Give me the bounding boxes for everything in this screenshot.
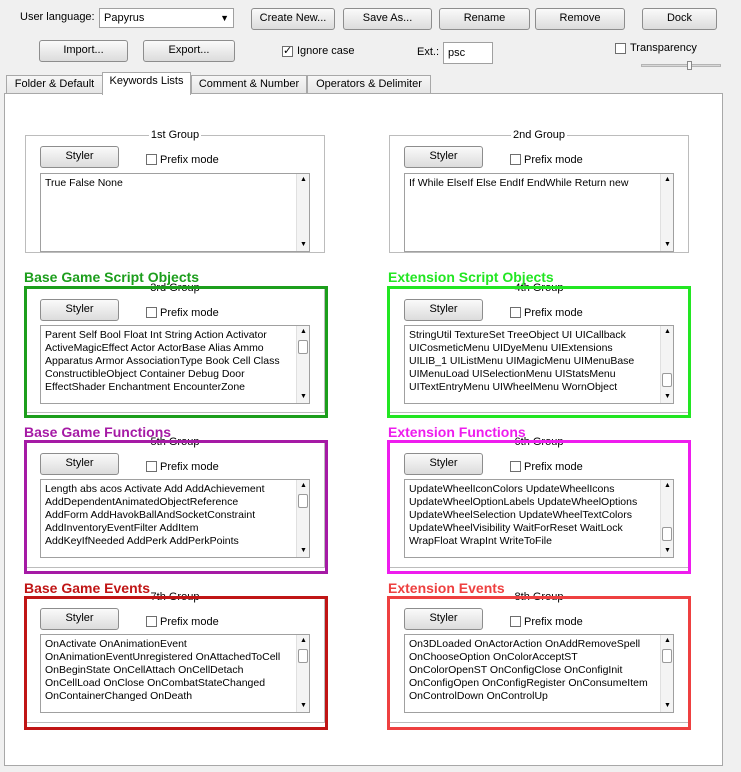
scroll-down-icon[interactable]: ▼ bbox=[664, 702, 671, 709]
keyword-line: UILIB_1 UIListMenu UIMagicMenu UIMenuBase bbox=[409, 355, 635, 367]
annotation-label-ext-events: Extension Events bbox=[388, 580, 505, 596]
tab-operators-delimiter[interactable]: Operators & Delimiter bbox=[307, 75, 431, 94]
prefix-mode-label: Prefix mode bbox=[524, 461, 583, 473]
keyword-line: UITextEntryMenu UIWheelMenu WornObject bbox=[409, 381, 618, 393]
export-button[interactable]: Export... bbox=[143, 40, 235, 62]
group-title-text: 8th Group bbox=[514, 591, 564, 603]
keyword-line: AddKeyIfNeeded AddPerk AddPerkPoints bbox=[45, 535, 239, 547]
create-new-button[interactable]: Create New... bbox=[251, 8, 335, 30]
scroll-up-icon[interactable]: ▲ bbox=[300, 328, 307, 335]
group-title-text: 5th Group bbox=[150, 436, 200, 448]
keyword-line: OnChooseOption OnColorAcceptST bbox=[409, 651, 578, 663]
keyword-line: OnControlDown OnControlUp bbox=[409, 690, 548, 702]
language-select[interactable] bbox=[99, 8, 234, 28]
save-as-button[interactable]: Save As... bbox=[343, 8, 432, 30]
keyword-line: WrapFloat WrapInt WriteToFile bbox=[409, 535, 552, 547]
prefix-mode-label: Prefix mode bbox=[160, 461, 219, 473]
prefix-mode-label: Prefix mode bbox=[524, 154, 583, 166]
keyword-line: OnColorOpenST OnConfigClose OnConfigInit bbox=[409, 664, 623, 676]
styler-button[interactable]: Styler bbox=[404, 146, 483, 168]
scroll-down-icon[interactable]: ▼ bbox=[300, 393, 307, 400]
keyword-line: OnAnimationEventUnregistered OnAttachedToCell bbox=[45, 651, 281, 663]
keyword-list-text bbox=[409, 177, 657, 190]
prefix-mode-label: Prefix mode bbox=[160, 307, 219, 319]
annotation-label-ext-functions: Extension Functions bbox=[388, 424, 526, 440]
prefix-mode-label: Prefix mode bbox=[524, 616, 583, 628]
group-title-text: 3rd Group bbox=[150, 282, 200, 294]
keyword-group bbox=[389, 282, 689, 413]
styler-button[interactable]: Styler bbox=[40, 453, 119, 475]
keyword-list-text bbox=[45, 483, 293, 548]
styler-button[interactable]: Styler bbox=[404, 299, 483, 321]
scroll-up-icon[interactable]: ▲ bbox=[664, 482, 671, 489]
keyword-line: AddInventoryEventFilter AddItem bbox=[45, 522, 199, 534]
keyword-line: AddDependentAnimatedObjectReference bbox=[45, 496, 239, 508]
scroll-up-icon[interactable]: ▲ bbox=[664, 637, 671, 644]
keyword-line: OnConfigOpen OnConfigRegister OnConsumeItem bbox=[409, 677, 648, 689]
keyword-line: EffectShader Enchantment EncounterZone bbox=[45, 381, 246, 393]
keyword-line: Length abs acos Activate Add AddAchievement bbox=[45, 483, 265, 495]
prefix-mode-checkbox[interactable] bbox=[146, 461, 157, 472]
group-title-text: 7th Group bbox=[150, 591, 200, 603]
group-title-text: 1st Group bbox=[150, 129, 200, 141]
keyword-line: True False None bbox=[45, 177, 123, 189]
scrollbar-thumb[interactable] bbox=[662, 649, 672, 663]
prefix-mode-checkbox[interactable] bbox=[510, 616, 521, 627]
prefix-mode-checkbox[interactable] bbox=[510, 154, 521, 165]
styler-button[interactable]: Styler bbox=[404, 608, 483, 630]
tab-comment-number[interactable]: Comment & Number bbox=[191, 75, 307, 94]
prefix-mode-checkbox[interactable] bbox=[146, 154, 157, 165]
annotation-label-ext-script-objects: Extension Script Objects bbox=[388, 269, 554, 285]
scroll-up-icon[interactable]: ▲ bbox=[664, 176, 671, 183]
styler-button[interactable]: Styler bbox=[40, 146, 119, 168]
keyword-line: UIMenuLoad UISelectionMenu UIStatsMenu bbox=[409, 368, 616, 380]
keyword-line: OnContainerChanged OnDeath bbox=[45, 690, 193, 702]
prefix-mode-checkbox[interactable] bbox=[510, 461, 521, 472]
keyword-line: UpdateWheelIconColors UpdateWheelIcons bbox=[409, 483, 615, 495]
group-title bbox=[26, 129, 324, 141]
import-button[interactable]: Import... bbox=[39, 40, 128, 62]
group-title-text: 4th Group bbox=[514, 282, 564, 294]
keyword-list[interactable] bbox=[40, 479, 310, 558]
scroll-up-icon[interactable]: ▲ bbox=[664, 328, 671, 335]
keyword-line: ActiveMagicEffect Actor ActorBase Alias Ammo bbox=[45, 342, 264, 354]
dock-button[interactable]: Dock bbox=[642, 8, 717, 30]
keyword-list-text bbox=[409, 329, 657, 394]
keyword-line: On3DLoaded OnActorAction OnAddRemoveSpell bbox=[409, 638, 641, 650]
keyword-line: OnCellLoad OnClose OnCombatStateChanged bbox=[45, 677, 266, 689]
prefix-mode-checkbox[interactable] bbox=[146, 307, 157, 318]
keyword-list[interactable] bbox=[40, 325, 310, 404]
styler-button[interactable]: Styler bbox=[404, 453, 483, 475]
group-title bbox=[390, 129, 688, 141]
scrollbar-thumb[interactable] bbox=[298, 649, 308, 663]
language-select-value: Papyrus bbox=[104, 12, 145, 24]
prefix-mode-label: Prefix mode bbox=[160, 616, 219, 628]
keyword-list[interactable] bbox=[404, 634, 674, 713]
keyword-list-text bbox=[409, 483, 657, 548]
transparency-label: Transparency bbox=[630, 42, 697, 54]
vertical-scrollbar[interactable] bbox=[660, 174, 673, 251]
transparency-slider[interactable] bbox=[641, 64, 721, 67]
annotation-label-base-events: Base Game Events bbox=[24, 580, 151, 596]
user-language-label: User language: bbox=[20, 11, 95, 23]
remove-button[interactable]: Remove bbox=[535, 8, 625, 30]
scroll-up-icon[interactable]: ▲ bbox=[300, 176, 307, 183]
scrollbar-thumb[interactable] bbox=[662, 373, 672, 387]
vertical-scrollbar[interactable] bbox=[296, 480, 309, 557]
keyword-line: StringUtil TextureSet TreeObject UI UICallback bbox=[409, 329, 626, 341]
ignore-case-label: Ignore case bbox=[297, 45, 355, 57]
styler-button[interactable]: Styler bbox=[40, 608, 119, 630]
keyword-list-text bbox=[45, 177, 293, 190]
keyword-line: Apparatus Armor AssociationType Book Cell Class bbox=[45, 355, 280, 367]
transparency-checkbox[interactable] bbox=[615, 43, 626, 54]
scroll-down-icon[interactable]: ▼ bbox=[664, 241, 671, 248]
scroll-up-icon[interactable]: ▲ bbox=[300, 482, 307, 489]
keyword-group bbox=[389, 129, 689, 253]
tab-keywords-lists[interactable]: Keywords Lists bbox=[102, 72, 191, 95]
vertical-scrollbar[interactable] bbox=[660, 635, 673, 712]
keyword-line: UpdateWheelOptionLabels UpdateWheelOptions bbox=[409, 496, 638, 508]
ignore-case-checkbox[interactable] bbox=[282, 46, 293, 57]
scroll-down-icon[interactable]: ▼ bbox=[664, 393, 671, 400]
keyword-line: UpdateWheelSelection UpdateWheelTextColors bbox=[409, 509, 632, 521]
keyword-line: OnActivate OnAnimationEvent bbox=[45, 638, 187, 650]
keyword-group bbox=[389, 436, 689, 568]
keyword-line: AddForm AddHavokBallAndSocketConstraint bbox=[45, 509, 256, 521]
keyword-list[interactable] bbox=[40, 634, 310, 713]
keyword-list[interactable] bbox=[40, 173, 310, 252]
styler-button[interactable]: Styler bbox=[40, 299, 119, 321]
keyword-list-text bbox=[409, 638, 657, 703]
chevron-down-icon: ▼ bbox=[220, 13, 229, 23]
prefix-mode-label: Prefix mode bbox=[160, 154, 219, 166]
ext-input[interactable]: psc bbox=[443, 42, 493, 64]
vertical-scrollbar[interactable] bbox=[660, 480, 673, 557]
keyword-line: UpdateWheelVisibility WaitForReset WaitLock bbox=[409, 522, 623, 534]
prefix-mode-checkbox[interactable] bbox=[510, 307, 521, 318]
keyword-list[interactable] bbox=[404, 479, 674, 558]
keyword-group bbox=[389, 591, 689, 723]
keyword-line: Parent Self Bool Float Int String Action Activator bbox=[45, 329, 267, 341]
scroll-down-icon[interactable]: ▼ bbox=[300, 547, 307, 554]
keyword-line: UICosmeticMenu UIDyeMenu UIExtensions bbox=[409, 342, 613, 354]
group-title-text: 6th Group bbox=[514, 436, 564, 448]
rename-button[interactable]: Rename bbox=[439, 8, 530, 30]
keyword-group bbox=[25, 282, 325, 413]
scrollbar-thumb[interactable] bbox=[298, 340, 308, 354]
keyword-group bbox=[25, 436, 325, 568]
keyword-list[interactable] bbox=[404, 173, 674, 252]
keyword-list-text bbox=[45, 638, 293, 703]
vertical-scrollbar[interactable] bbox=[296, 326, 309, 403]
group-title-text: 2nd Group bbox=[513, 129, 565, 141]
prefix-mode-checkbox[interactable] bbox=[146, 616, 157, 627]
tab-folder-default[interactable]: Folder & Default bbox=[6, 75, 103, 94]
vertical-scrollbar[interactable] bbox=[660, 326, 673, 403]
keyword-list[interactable] bbox=[404, 325, 674, 404]
vertical-scrollbar[interactable] bbox=[296, 174, 309, 251]
annotation-label-base-functions: Base Game Functions bbox=[24, 424, 172, 440]
scroll-down-icon[interactable]: ▼ bbox=[300, 702, 307, 709]
annotation-label-base-script-objects: Base Game Script Objects bbox=[24, 269, 200, 285]
scroll-down-icon[interactable]: ▼ bbox=[300, 241, 307, 248]
scroll-up-icon[interactable]: ▲ bbox=[300, 637, 307, 644]
keyword-line: ConstructibleObject Container Debug Door bbox=[45, 368, 245, 380]
keyword-line: OnBeginState OnCellAttach OnCellDetach bbox=[45, 664, 244, 676]
scroll-down-icon[interactable]: ▼ bbox=[664, 547, 671, 554]
keyword-group bbox=[25, 591, 325, 723]
ext-label: Ext.: bbox=[417, 46, 440, 58]
transparency-slider-thumb[interactable] bbox=[687, 61, 692, 70]
keyword-list-text bbox=[45, 329, 293, 394]
keyword-line: If While ElseIf Else EndIf EndWhile Return new bbox=[409, 177, 629, 189]
scrollbar-thumb[interactable] bbox=[662, 527, 672, 541]
prefix-mode-label: Prefix mode bbox=[524, 307, 583, 319]
keyword-group bbox=[25, 129, 325, 253]
vertical-scrollbar[interactable] bbox=[296, 635, 309, 712]
scrollbar-thumb[interactable] bbox=[298, 494, 308, 508]
